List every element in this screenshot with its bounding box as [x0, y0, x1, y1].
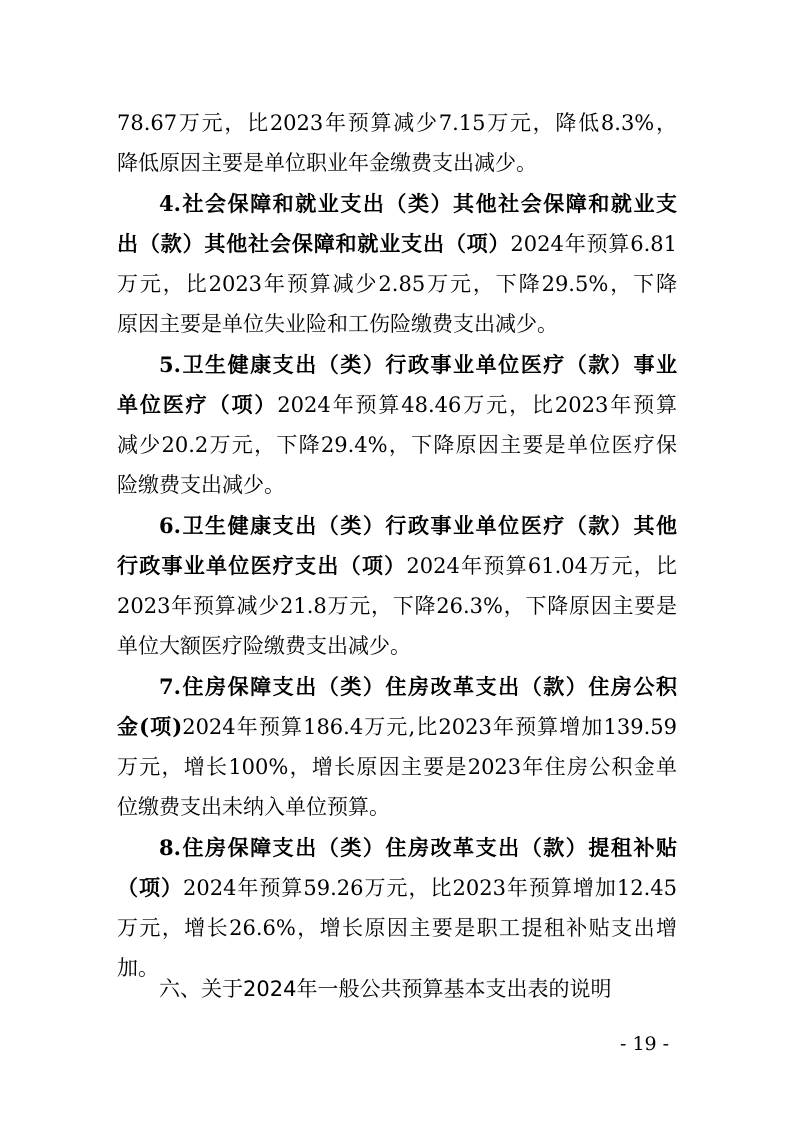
text-run: 万元，增长26.6%，增长原因主要是职工提租补贴支出增 — [117, 916, 677, 940]
item-5-line-4 — [117, 465, 677, 505]
paragraph-3-line-2 — [117, 103, 677, 143]
text-run: 险缴费支出减少。 — [117, 473, 285, 497]
section-6-heading — [159, 969, 677, 1009]
item-5-line-3 — [117, 425, 677, 465]
item-4-line-4 — [117, 304, 677, 344]
item-7-line-4 — [117, 787, 677, 827]
item-4-line-3 — [117, 264, 677, 304]
text-run: 万元，增长100%，增长原因主要是2023年住房公积金单 — [117, 755, 677, 779]
item-8-line-2 — [117, 868, 677, 908]
item-6-line-3 — [117, 586, 677, 626]
item-8-line-3 — [117, 908, 677, 948]
paragraph-3-line-3 — [117, 143, 677, 183]
item-7-line-3 — [117, 747, 677, 787]
item-6-heading: 6.卫生健康支出（类）行政事业单位医疗（款）其他 — [159, 513, 677, 538]
text-run: 位缴费支出未纳入单位预算。 — [117, 795, 390, 819]
item-5-heading-line-1 — [159, 345, 677, 385]
item-8-heading-cont: （项） — [117, 875, 183, 900]
item-7-heading-cont: 金(项) — [117, 714, 183, 739]
item-6-line-4 — [117, 626, 677, 666]
text-run: 2024年预算61.04万元，比 — [406, 554, 678, 578]
item-6-heading-line-1 — [159, 506, 677, 546]
section-heading-text: 六、关于2024年一般公共预算基本支出表的说明 — [159, 977, 612, 1001]
item-8-heading: 8.住房保障支出（类）住房改革支出（款）提租补贴 — [159, 835, 677, 860]
item-5-line-2 — [117, 385, 677, 425]
item-4-line-2 — [117, 224, 677, 264]
text-run: 加。 — [117, 956, 159, 980]
item-5-heading: 5.卫生健康支出（类）行政事业单位医疗（款）事业 — [159, 352, 677, 377]
item-7-heading-line-1 — [159, 667, 677, 707]
item-4-heading: 4.社会保障和就业支出（类）其他社会保障和就业支 — [159, 191, 677, 216]
item-5-heading-cont: 单位医疗（项） — [117, 392, 278, 417]
item-6-heading-cont: 行政事业单位医疗支出（项） — [117, 553, 407, 578]
text-run: 万元，比2023年预算减少2.85万元，下降29.5%，下降 — [117, 272, 677, 296]
text-run: 2024年预算59.26万元，比2023年预算增加12.45 — [182, 876, 678, 900]
text-run: 减少20.2万元，下降29.4%，下降原因主要是单位医疗保 — [117, 433, 677, 457]
item-4-heading-cont: 出（款）其他社会保障和就业支出（项） — [117, 231, 511, 256]
text-run: 78.67万元，比2023年预算减少7.15万元，降低8.3%， — [117, 111, 677, 135]
text-run: 2024年预算48.46万元，比2023年预算 — [277, 393, 677, 417]
text-run: 原因主要是单位失业险和工伤险缴费支出减少。 — [117, 312, 558, 336]
item-8-heading-line-1 — [159, 828, 677, 868]
item-7-line-2 — [117, 707, 677, 747]
text-run: 单位大额医疗险缴费支出减少。 — [117, 634, 411, 658]
item-4-heading-line-1 — [159, 184, 677, 224]
text-run: 2024年预算6.81 — [510, 232, 678, 256]
item-7-heading: 7.住房保障支出（类）住房改革支出（款）住房公积 — [159, 674, 677, 699]
text-run: 2024年预算186.4万元,比2023年预算增加139.59 — [182, 715, 677, 739]
page-number: - 19 - — [620, 1033, 670, 1055]
item-6-line-2 — [117, 546, 677, 586]
text-run: 2023年预算减少21.8万元，下降26.3%，下降原因主要是 — [117, 594, 677, 618]
text-run: 降低原因主要是单位职业年金缴费支出减少。 — [117, 151, 537, 175]
